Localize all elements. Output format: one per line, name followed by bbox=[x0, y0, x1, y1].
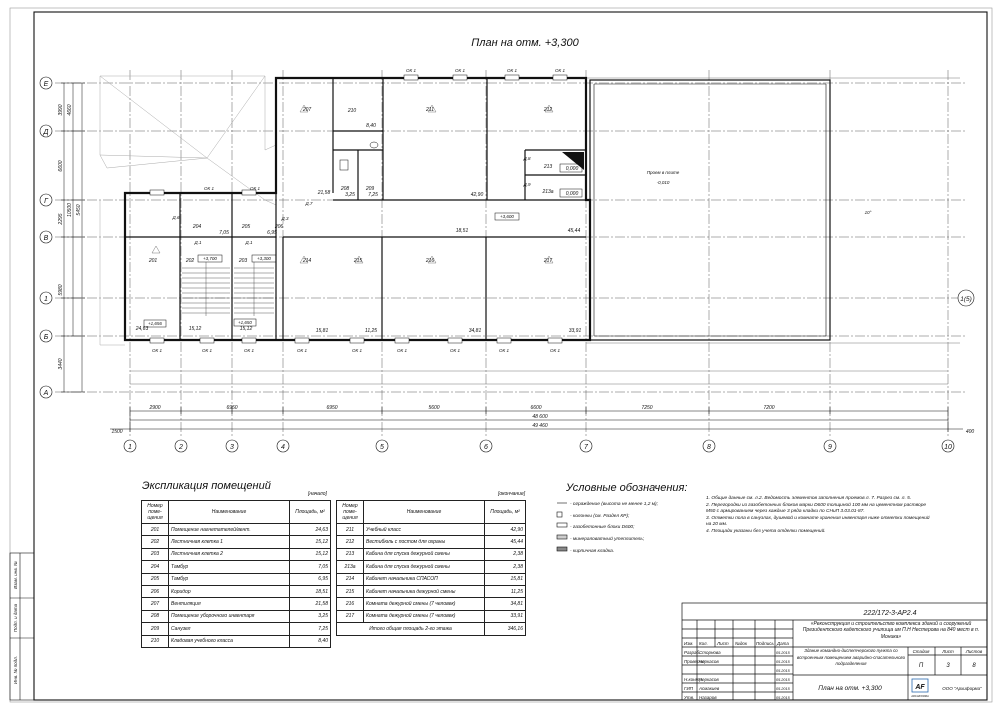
svg-text:ОК 1: ОК 1 bbox=[204, 186, 214, 191]
svg-text:207: 207 bbox=[302, 107, 312, 113]
svg-text:Изм.: Изм. bbox=[684, 641, 694, 646]
legend-item: - газобетонные блоки D600; bbox=[570, 525, 635, 531]
cell-name: Тамбур bbox=[169, 573, 290, 585]
svg-text:05.2015: 05.2015 bbox=[776, 696, 790, 700]
explication-title: Экспликация помещений bbox=[142, 480, 271, 492]
svg-text:Кол.: Кол. bbox=[699, 641, 708, 646]
svg-text:211: 211 bbox=[426, 107, 434, 113]
table-row bbox=[337, 548, 526, 560]
svg-text:5980: 5980 bbox=[58, 284, 64, 296]
svg-text:+1,650: +1,650 bbox=[238, 320, 252, 325]
cell-a: 34,81 bbox=[485, 598, 526, 610]
svg-text:15,81: 15,81 bbox=[315, 328, 329, 334]
cell-n: 206 bbox=[142, 585, 169, 597]
table-row bbox=[337, 536, 526, 548]
cell-n: 213 bbox=[337, 548, 364, 560]
svg-text:3: 3 bbox=[230, 444, 234, 451]
cell-a: 8,40 bbox=[290, 635, 331, 647]
svg-text:214: 214 bbox=[302, 258, 312, 264]
svg-text:5600: 5600 bbox=[428, 405, 440, 411]
svg-text:7,25: 7,25 bbox=[368, 192, 378, 198]
explication-table-right: Номер поме- щения Наименование Площадь, м² 211 Учебный класс 42,90 212 Вестибюль с постом для охраны 45,44 213 Кабина для спуска дежурной смены 2,38 213а Кабина для спуска дежурной смены 2,38 214 Кабинет начальника СПАСОП 15,81 215 Кабинет начальника дежурной смены 11,25 216 Комната дежурной смены (7 человек) 34,81 217 Комната дежурной смены (7 человек) 33,91 Итого общая площадь 2-го этажа 346,16 bbox=[336, 500, 526, 636]
svg-text:Б: Б bbox=[43, 334, 49, 341]
svg-text:201: 201 bbox=[148, 258, 158, 264]
plan-title: План на отм. +3,300 bbox=[471, 37, 579, 49]
svg-text:ОК 1: ОК 1 bbox=[397, 348, 407, 353]
cell-name: Учебный класс bbox=[364, 524, 485, 536]
sink-icon bbox=[370, 142, 378, 148]
svg-text:202: 202 bbox=[185, 258, 195, 264]
side-stamp-labels bbox=[13, 561, 18, 684]
svg-text:Черкасов: Черкасов bbox=[699, 659, 719, 664]
cell-a: 18,51 bbox=[290, 585, 331, 597]
cell-name: Помещение нагнетателей/вент. bbox=[169, 524, 290, 536]
svg-text:-0,010: -0,010 bbox=[656, 180, 670, 185]
svg-text:ОК 1: ОК 1 bbox=[499, 348, 509, 353]
svg-text:ARCHIFORMA: ARCHIFORMA bbox=[911, 695, 929, 698]
cell-name: Кабинет начальника СПАСОП bbox=[364, 573, 485, 585]
svg-text:Подп. и дата: Подп. и дата bbox=[13, 603, 18, 633]
cell-a: 2,38 bbox=[485, 561, 526, 573]
svg-text:5: 5 bbox=[380, 444, 384, 451]
cell-name: Кабина для спуска дежурной смены bbox=[364, 548, 485, 560]
cell-n: 210 bbox=[142, 635, 169, 647]
note-item: 3. Отметки пола в санузлах, душевой и комнате хранения инвентаря ниже отметки помещений на 20 мм. bbox=[706, 515, 930, 528]
legend-symbols bbox=[557, 503, 567, 551]
stairs-2 bbox=[234, 262, 274, 316]
table-row bbox=[142, 610, 331, 622]
svg-text:210: 210 bbox=[347, 108, 357, 114]
cell-a: 24,63 bbox=[290, 524, 331, 536]
cell-a: 15,12 bbox=[290, 548, 331, 560]
svg-text:Асмакиев: Асмакиев bbox=[699, 686, 720, 691]
svg-text:24,63: 24,63 bbox=[135, 326, 149, 332]
svg-text:204: 204 bbox=[192, 224, 202, 230]
svg-text:ОК 1: ОК 1 bbox=[152, 348, 162, 353]
svg-text:8: 8 bbox=[972, 663, 976, 669]
svg-text:206: 206 bbox=[274, 224, 284, 230]
table-row bbox=[142, 548, 331, 560]
svg-text:ОК 1: ОК 1 bbox=[250, 186, 260, 191]
cell-name: Лестничная клетка 2 bbox=[169, 548, 290, 560]
svg-text:А: А bbox=[43, 390, 49, 397]
svg-text:№док: №док bbox=[735, 641, 747, 646]
cell-a: 33,91 bbox=[485, 610, 526, 622]
svg-text:Проверил: Проверил bbox=[684, 659, 705, 664]
svg-text:3: 3 bbox=[946, 663, 950, 669]
svg-text:400: 400 bbox=[965, 429, 975, 435]
toilet-icon bbox=[340, 160, 348, 170]
svg-text:7250: 7250 bbox=[641, 405, 653, 411]
cell-n: 215 bbox=[337, 585, 364, 597]
table-row bbox=[337, 598, 526, 610]
svg-text:2900: 2900 bbox=[149, 405, 161, 411]
svg-text:2: 2 bbox=[179, 444, 183, 451]
cell-name: Тамбур bbox=[169, 561, 290, 573]
cell-a: 42,90 bbox=[485, 524, 526, 536]
svg-text:ОК 1: ОК 1 bbox=[550, 348, 560, 353]
cell-name: Вестибюль с постом для охраны bbox=[364, 536, 485, 548]
svg-text:Е: Е bbox=[43, 81, 49, 88]
svg-text:Дата: Дата bbox=[777, 641, 789, 646]
svg-text:ОК 1: ОК 1 bbox=[507, 68, 517, 73]
svg-text:ОК 1: ОК 1 bbox=[555, 68, 565, 73]
svg-text:215: 215 bbox=[353, 258, 363, 264]
svg-text:34,81: 34,81 bbox=[468, 328, 482, 334]
svg-text:Д.9: Д.9 bbox=[523, 182, 531, 187]
cell-name: Кладовая учебного класса bbox=[169, 635, 290, 647]
svg-text:05.2015: 05.2015 bbox=[776, 660, 790, 664]
svg-text:6: 6 bbox=[484, 444, 488, 451]
table-row bbox=[337, 524, 526, 536]
svg-text:AF: AF bbox=[915, 684, 925, 691]
col-axis-labels bbox=[124, 440, 954, 452]
cell-a: 11,25 bbox=[485, 585, 526, 597]
svg-text:3990: 3990 bbox=[58, 104, 64, 116]
svg-text:+3,600: +3,600 bbox=[500, 214, 514, 219]
hall-outline bbox=[590, 80, 830, 340]
svg-text:Д.7: Д.7 bbox=[305, 201, 313, 206]
cell-name: Кабина для спуска дежурной смены bbox=[364, 561, 485, 573]
cell-n: 207 bbox=[142, 598, 169, 610]
svg-text:1(5): 1(5) bbox=[960, 296, 972, 303]
svg-text:ОК 1: ОК 1 bbox=[244, 348, 254, 353]
row-dimensions bbox=[61, 83, 85, 392]
svg-text:Подпись: Подпись bbox=[756, 641, 774, 646]
svg-text:Проем в плите: Проем в плите bbox=[646, 170, 680, 175]
svg-text:05.2015: 05.2015 bbox=[776, 669, 790, 673]
cell-n: 213а bbox=[337, 561, 364, 573]
stamp-project: «Реконструкция и строительство комплекса зданий и сооружений Президентского кадетского училища им П.Н Нестерова на 840 мест в п. Моника» bbox=[802, 621, 980, 640]
outer-walls bbox=[125, 78, 590, 340]
svg-text:6950: 6950 bbox=[226, 405, 238, 411]
svg-text:Листов: Листов bbox=[965, 649, 983, 654]
table-row bbox=[142, 536, 331, 548]
total-value: 346,16 bbox=[485, 623, 526, 635]
svg-text:ОК 1: ОК 1 bbox=[450, 348, 460, 353]
svg-text:Сторнова: Сторнова bbox=[699, 650, 721, 655]
cell-name: Кабинет начальника дежурной смены bbox=[364, 585, 485, 597]
svg-text:1: 1 bbox=[44, 296, 48, 303]
svg-text:49 460: 49 460 bbox=[532, 423, 548, 429]
svg-text:05.2015: 05.2015 bbox=[776, 687, 790, 691]
svg-text:ООО "Архиформа": ООО "Архиформа" bbox=[942, 686, 982, 691]
svg-text:Лист: Лист bbox=[942, 649, 954, 654]
svg-text:+3,300: +3,300 bbox=[257, 256, 271, 261]
table-row bbox=[142, 561, 331, 573]
svg-text:6,95: 6,95 bbox=[267, 230, 277, 236]
legend-item: - колонны (см. Раздел КР); bbox=[570, 513, 630, 519]
table-row bbox=[337, 585, 526, 597]
explication-end-label: [окончание] bbox=[498, 491, 526, 497]
interior-walls bbox=[125, 78, 586, 340]
canopy-outline bbox=[100, 76, 276, 345]
general-notes bbox=[706, 496, 931, 536]
legend-item: - ограждение (высота не менее 1,2 м); bbox=[570, 502, 658, 507]
svg-text:Д.3: Д.3 bbox=[281, 216, 289, 221]
svg-text:6600: 6600 bbox=[530, 405, 542, 411]
hall-inner-lines bbox=[594, 84, 826, 336]
company-logo bbox=[910, 679, 929, 698]
room-markers bbox=[152, 105, 553, 263]
cell-a: 21,58 bbox=[290, 598, 331, 610]
svg-text:05.2015: 05.2015 bbox=[776, 651, 790, 655]
plan-annotations bbox=[148, 156, 872, 326]
svg-text:+1,656: +1,656 bbox=[148, 321, 162, 326]
svg-text:15,12: 15,12 bbox=[239, 326, 253, 332]
note-item: 1. Общие данные см. л.2. Ведомость элементов заполнения проемов л. 7. Разрез см. л. 5. bbox=[706, 496, 912, 501]
svg-text:209: 209 bbox=[365, 186, 375, 192]
svg-text:0,000: 0,000 bbox=[565, 166, 579, 172]
svg-text:Черкасов: Черкасов bbox=[699, 677, 719, 682]
svg-text:21,58: 21,58 bbox=[317, 190, 331, 196]
legend-item: - кирпичная кладка. bbox=[570, 548, 615, 554]
svg-text:205: 205 bbox=[241, 224, 251, 230]
table-row bbox=[142, 598, 331, 610]
cell-n: 209 bbox=[142, 623, 169, 635]
svg-text:15,12: 15,12 bbox=[188, 326, 202, 332]
note-item: 4. Площади указаны без учета отделки помещений. bbox=[706, 528, 826, 534]
cell-a: 7,05 bbox=[290, 561, 331, 573]
svg-text:Д.1: Д.1 bbox=[245, 240, 253, 245]
table-row bbox=[142, 635, 331, 647]
svg-text:Стадия: Стадия bbox=[912, 649, 930, 654]
table-total-row bbox=[337, 623, 526, 635]
svg-text:ОК 1: ОК 1 bbox=[297, 348, 307, 353]
table-row bbox=[142, 623, 331, 635]
svg-text:3,25: 3,25 bbox=[345, 192, 355, 198]
svg-text:203: 203 bbox=[238, 258, 248, 264]
cell-a: 15,81 bbox=[485, 573, 526, 585]
svg-text:7200: 7200 bbox=[763, 405, 775, 411]
cell-a: 15,12 bbox=[290, 536, 331, 548]
cell-n: 217 bbox=[337, 610, 364, 622]
svg-text:6950: 6950 bbox=[326, 405, 338, 411]
legend-title: Условные обозначения: bbox=[566, 482, 688, 494]
svg-text:213: 213 bbox=[543, 164, 553, 170]
svg-text:ОК 1: ОК 1 bbox=[202, 348, 212, 353]
cell-n: 211 bbox=[337, 524, 364, 536]
explication-start-label: [начало] bbox=[308, 491, 327, 497]
svg-text:В: В bbox=[43, 235, 49, 242]
svg-text:7: 7 bbox=[584, 444, 588, 451]
svg-text:ОК 1: ОК 1 bbox=[406, 68, 416, 73]
table-row bbox=[142, 524, 331, 536]
svg-text:42,90: 42,90 bbox=[470, 192, 484, 198]
cell-name: Комната дежурной смены (7 человек) bbox=[364, 598, 485, 610]
svg-text:Лист: Лист bbox=[717, 641, 729, 646]
svg-text:18,51: 18,51 bbox=[455, 228, 469, 234]
svg-text:8,40: 8,40 bbox=[366, 123, 376, 129]
svg-text:45,44: 45,44 bbox=[567, 228, 581, 234]
svg-text:216: 216 bbox=[425, 258, 435, 264]
cell-a: 45,44 bbox=[485, 536, 526, 548]
svg-text:П: П bbox=[918, 663, 924, 669]
svg-text:Д.1: Д.1 bbox=[194, 240, 202, 245]
cell-name: Коридор bbox=[169, 585, 290, 597]
cell-name: Помещение уборочного инвентаря bbox=[169, 610, 290, 622]
svg-text:Н.контр.: Н.контр. bbox=[684, 677, 704, 682]
svg-text:10: 10 bbox=[944, 444, 952, 451]
svg-text:Разраб.: Разраб. bbox=[684, 650, 701, 655]
col-axis-lines bbox=[130, 70, 948, 438]
stairs-1 bbox=[182, 262, 230, 316]
cell-name: Лестничная клетка 1 bbox=[169, 536, 290, 548]
stamp-building: Здание командно-диспетчерского пункта со встроенным помещением аварийно-спасательного подразделения bbox=[796, 648, 906, 667]
svg-text:Д.6: Д.6 bbox=[172, 215, 180, 220]
svg-text:48 600: 48 600 bbox=[532, 414, 548, 420]
table-row bbox=[142, 585, 331, 597]
cell-n: 205 bbox=[142, 573, 169, 585]
svg-text:5450: 5450 bbox=[76, 204, 82, 216]
svg-text:ГИП: ГИП bbox=[684, 686, 693, 691]
svg-text:11,25: 11,25 bbox=[364, 328, 378, 334]
table-row bbox=[142, 573, 331, 585]
svg-text:1: 1 bbox=[128, 444, 132, 451]
svg-text:05.2015: 05.2015 bbox=[776, 678, 790, 682]
svg-text:208: 208 bbox=[340, 186, 350, 192]
table-row bbox=[337, 610, 526, 622]
table-row bbox=[337, 561, 526, 573]
cell-n: 216 bbox=[337, 598, 364, 610]
svg-text:+3,700: +3,700 bbox=[203, 256, 217, 261]
svg-text:10°: 10° bbox=[864, 210, 872, 215]
svg-text:8: 8 bbox=[707, 444, 711, 451]
cell-a: 7,25 bbox=[290, 623, 331, 635]
svg-text:Взам. инв. №: Взам. инв. № bbox=[13, 561, 18, 589]
window-labels bbox=[152, 68, 565, 353]
svg-text:ОК 1: ОК 1 bbox=[455, 68, 465, 73]
cell-name: Санузел bbox=[169, 623, 290, 635]
svg-text:217: 217 bbox=[543, 258, 553, 264]
svg-text:4660: 4660 bbox=[67, 104, 73, 116]
svg-text:План на отм. +3,300: План на отм. +3,300 bbox=[818, 685, 882, 692]
legend-list bbox=[570, 499, 658, 558]
total-label: Итого общая площадь 2-го этажа bbox=[337, 623, 485, 635]
svg-text:Д.8: Д.8 bbox=[523, 156, 531, 161]
svg-text:4: 4 bbox=[281, 444, 285, 451]
cell-a: 2,38 bbox=[485, 548, 526, 560]
svg-text:Г: Г bbox=[44, 198, 48, 205]
cell-a: 6,95 bbox=[290, 573, 331, 585]
svg-text:Инв. № подл.: Инв. № подл. bbox=[13, 656, 18, 684]
svg-text:222/172-3-АР2.4: 222/172-3-АР2.4 bbox=[863, 610, 917, 617]
table-row bbox=[337, 573, 526, 585]
svg-text:Назаров: Назаров bbox=[699, 695, 717, 700]
explication-table-left: Номер поме- щения Наименование Площадь, м² 201 Помещение нагнетателей/вент. 24,63 202 Лестничная клетка 1 15,12 203 Лестничная клетка 2 15,12 204 Тамбур 7,05 205 Тамбур 6,95 206 Коридор 18,51 207 Вентиляция 21,58 208 Помещение уборочного инвентаря 3,25 209 Санузел 7,25 210 Кладовая учебного класса 8,40 bbox=[141, 500, 331, 648]
svg-text:0,000: 0,000 bbox=[565, 191, 579, 197]
cell-n: 212 bbox=[337, 536, 364, 548]
cell-name: Вентиляция bbox=[169, 598, 290, 610]
legend-item: - минераловатный утеплитель; bbox=[570, 537, 645, 543]
cell-n: 208 bbox=[142, 610, 169, 622]
svg-text:9: 9 bbox=[828, 444, 832, 451]
svg-text:33,91: 33,91 bbox=[568, 328, 582, 334]
svg-text:1500: 1500 bbox=[111, 429, 123, 435]
svg-text:Д: Д bbox=[43, 129, 49, 136]
cell-n: 202 bbox=[142, 536, 169, 548]
svg-text:3440: 3440 bbox=[58, 358, 64, 370]
svg-text:2295: 2295 bbox=[58, 213, 64, 225]
cell-name: Комната дежурной смены (7 человек) bbox=[364, 610, 485, 622]
svg-text:7,05: 7,05 bbox=[219, 230, 229, 236]
svg-text:10500: 10500 bbox=[67, 203, 73, 217]
cell-n: 203 bbox=[142, 548, 169, 560]
cell-n: 214 bbox=[337, 573, 364, 585]
cell-n: 201 bbox=[142, 524, 169, 536]
svg-text:213а: 213а bbox=[542, 189, 554, 195]
cell-n: 204 bbox=[142, 561, 169, 573]
note-item: 2. Перегородки из газобетонных блоков марки D600 толщиной 100 мм на цементном растворе М50 с армированием через каждые 3 ряда кладки по СНиП 3.03.01-87. bbox=[706, 502, 927, 515]
svg-text:Утв.: Утв. bbox=[684, 695, 695, 700]
cell-a: 3,25 bbox=[290, 610, 331, 622]
svg-text:6600: 6600 bbox=[58, 160, 64, 172]
svg-text:ОК 1: ОК 1 bbox=[352, 348, 362, 353]
svg-text:212: 212 bbox=[543, 107, 553, 113]
